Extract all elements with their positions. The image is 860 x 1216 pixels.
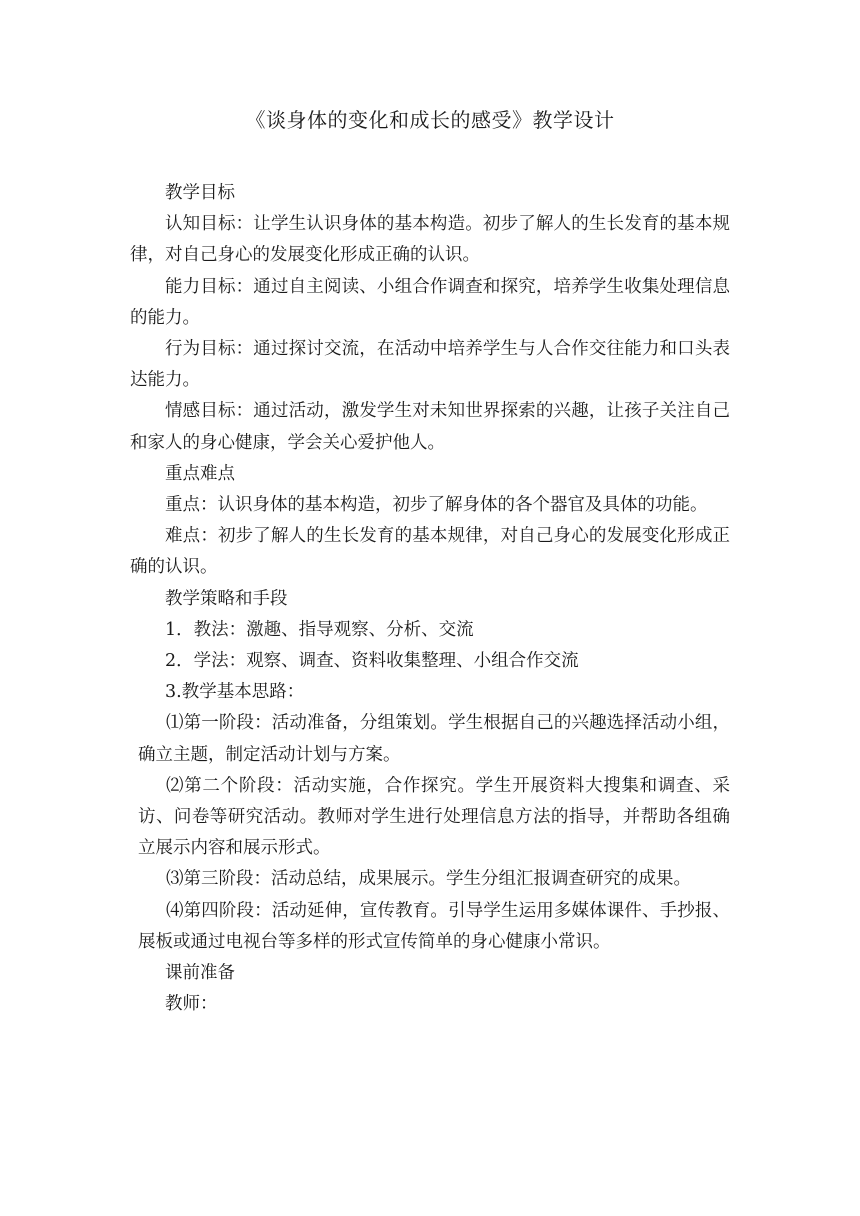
paragraph-ability-goal: 能力目标：通过自主阅读、小组合作调查和探究，培养学生收集处理信息的能力。 [130,276,730,328]
paragraph-cognitive-goal: 认知目标：让学生认识身体的基本构造。初步了解人的生长发育的基本规律，对自己身心的发展变化形成正确的认识。 [130,214,730,266]
paragraph-teaching-method: 1．教法：激趣、指导观察、分析、交流 [165,619,474,640]
paragraph-key-point: 重点：认识身体的基本构造，初步了解身体的各个器官及具体的功能。 [165,495,708,516]
document-body [130,178,730,1020]
paragraph-learning-method: 2．学法：观察、调查、资料收集整理、小组合作交流 [165,651,579,672]
paragraph-goals-heading: 教学目标 [165,183,235,203]
paragraph-strategy-heading: 教学策略和手段 [165,588,288,609]
document-title: 《谈身体的变化和成长的感受》教学设计 [245,108,615,132]
paragraph-stage-4: ⑷第四阶段：活动延伸，宣传教育。引导学生运用多媒体课件、手抄报、展板或通过电视台等多样的形式宣传简单的身心健康小常识。 [138,900,730,952]
paragraph-preparation-heading: 课前准备 [165,963,235,984]
paragraph-basic-idea: 3.教学基本思路： [165,682,305,703]
paragraph-stage-3: ⑶第三阶段：活动总结，成果展示。学生分组汇报调查研究的成果。 [166,869,691,890]
paragraph-emotion-goal: 情感目标：通过活动，激发学生对未知世界探索的兴趣，让孩子关注自己和家人的身心健康，学会关心爱护他人。 [130,401,730,453]
paragraph-difficult-point: 难点：初步了解人的生长发育的基本规律，对自己身心的发展变化形成正确的认识。 [130,526,730,578]
paragraph-behavior-goal: 行为目标：通过探讨交流，在活动中培养学生与人合作交往能力和口头表达能力。 [130,339,730,391]
paragraph-key-points-heading: 重点难点 [165,463,235,484]
paragraph-stage-1: ⑴第一阶段：活动准备，分组策划。学生根据自己的兴趣选择活动小组，确立主题，制定活动计划与方案。 [138,713,730,765]
paragraph-stage-2: ⑵第二个阶段：活动实施，合作探究。学生开展资料大搜集和调查、采访、问卷等研究活动。教师对学生进行处理信息方法的指导，并帮助各组确立展示内容和展示形式。 [138,775,730,859]
paragraph-teacher-prep: 教师： [165,994,218,1015]
